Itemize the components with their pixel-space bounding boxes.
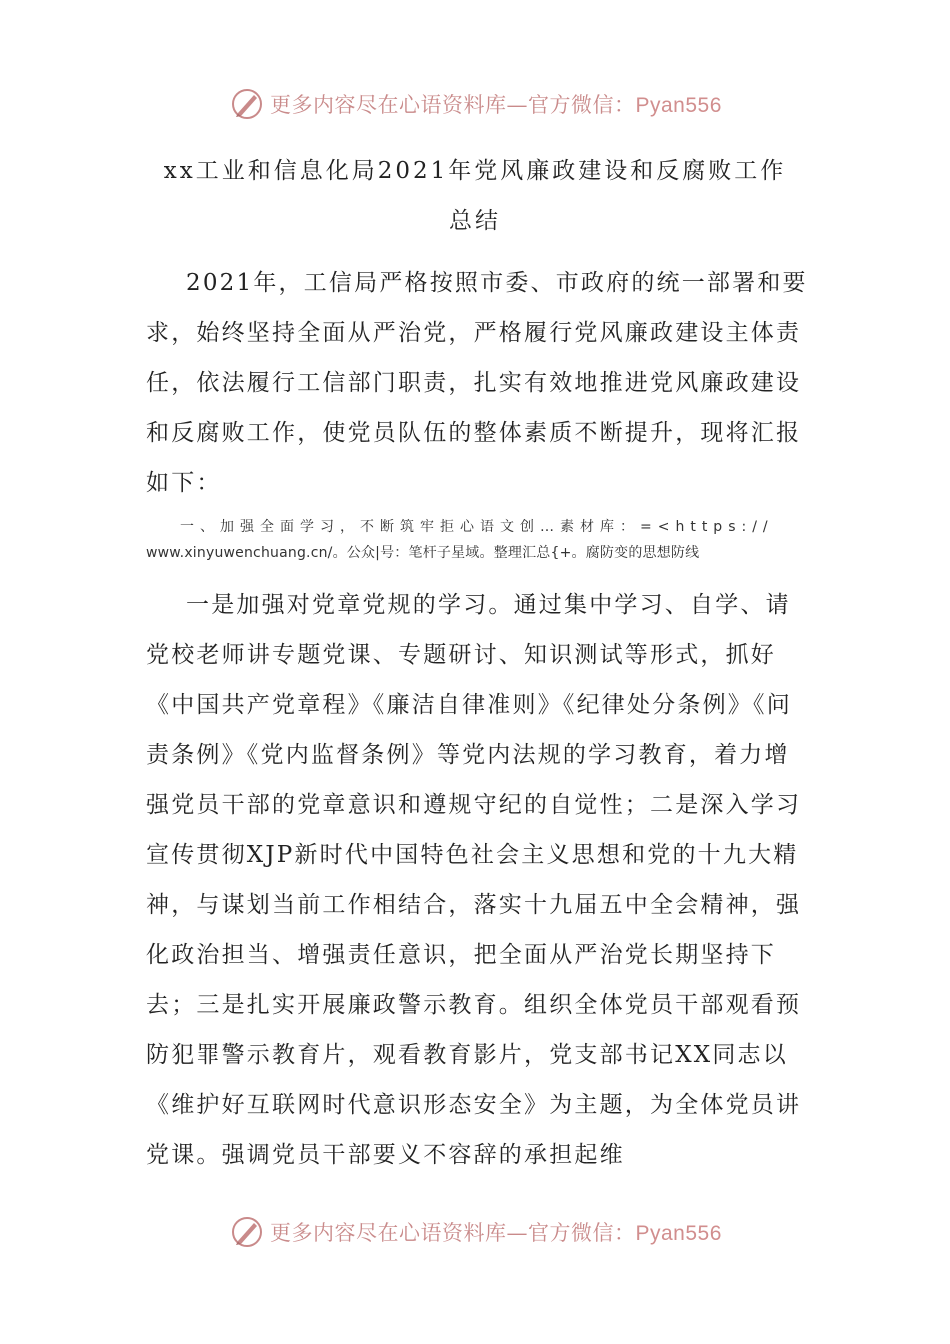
intro-text: 2021年，工信局严格按照市委、市政府的统一部署和要求，始终坚持全面从严治党，严格履行党风廉政建设主体责任，依法履行工信部门职责，扎实有效地推进党风廉政建设和反腐败工作，使党员队伍的整体素质不断提升，现将汇报如下： — [146, 270, 808, 496]
banner-text-footer: 更多内容尽在心语资料库—官方微信： — [270, 1221, 636, 1245]
banner-wechat-id-footer: Pyan556 — [635, 1222, 722, 1245]
body-text: 一是加强对党章党规的学习。通过集中学习、自学、请党校老师讲专题党课、专题研讨、知识测试等形式，抓好《中国共产党章程》《廉洁自律准则》《纪律处分条例》《问责条例》《党内监督条例》等党内法规的学习教育，着力增强党员干部的党章意识和遵规守纪的自觉性；二是深入学习宣传贯彻XJP新时代中国特色社会主义思想和党的十九大精神，与谋划当前工作相结合，落实十九届五中全会精神，强化政治担当、增强责任意识，把全面从严治党长期坚持下去；三是扎实开展廉政警示教育。组织全体党员干部观看预防犯罪警示教育片，观看教育影片，党支部书记XX同志以《维护好互联网时代意识形态安全》为主题，为全体党员讲党课。强调党员干部要义不容辞的承担起维 — [146, 592, 802, 1168]
document-title-line2: 总结 — [449, 208, 501, 234]
pen-logo-icon — [230, 1215, 264, 1249]
section-heading-line-a: 一、加强全面学习，不断筑牢拒心语文创…素材库：=<https:// — [180, 519, 774, 535]
banner-text: 更多内容尽在心语资料库—官方微信： — [270, 93, 636, 117]
section-heading — [146, 514, 811, 566]
intro-paragraph — [146, 258, 811, 508]
body-paragraph — [146, 580, 811, 1180]
pen-logo-icon — [230, 87, 264, 121]
section-heading-line-b: www.xinyuwenchuang.cn/。公众|号：笔杆子星域。整理汇总{+。腐防变的思想防线 — [146, 545, 700, 561]
banner-wechat-id: Pyan556 — [635, 94, 722, 117]
document-title: xx工业和信息化局2021年党风廉政建设和反腐败工作 — [163, 158, 787, 184]
header-watermark-banner — [230, 84, 722, 124]
footer-watermark-banner — [230, 1212, 722, 1252]
